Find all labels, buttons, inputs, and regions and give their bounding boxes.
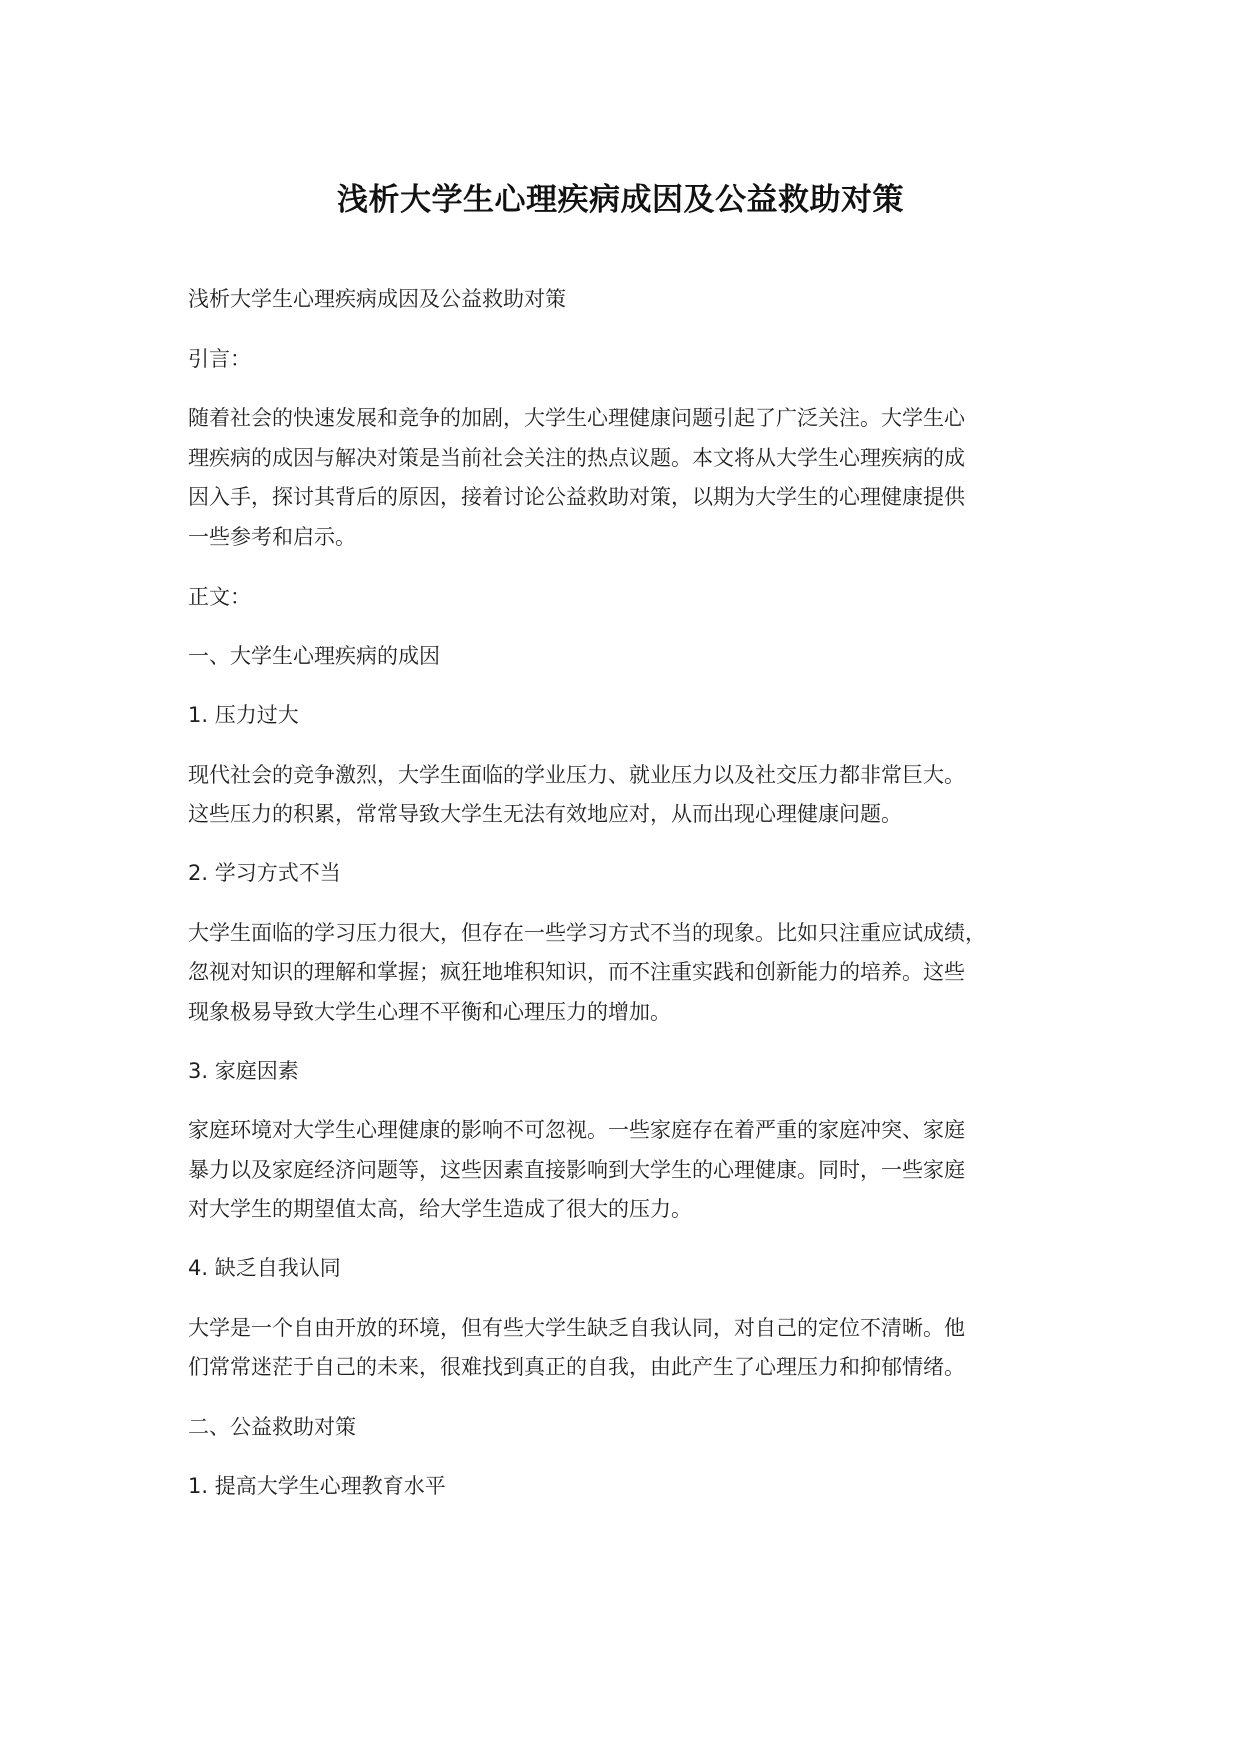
paragraph-line: 现象极易导致大学生心理不平衡和心理压力的增加。 xyxy=(188,1000,671,1024)
subsection-heading: 1. 提高大学生心理教育水平 xyxy=(188,1474,446,1498)
paragraph-line: 大学生面临的学习压力很大，但存在一些学习方式不当的现象。比如只注重应试成绩， xyxy=(188,921,986,945)
paragraph-line: 因入手，探讨其背后的原因，接着讨论公益救助对策，以期为大学生的心理健康提供 xyxy=(188,485,965,509)
section-label-intro: 引言： xyxy=(188,347,251,371)
paragraph-line: 对大学生的期望值太高，给大学生造成了很大的压力。 xyxy=(188,1197,692,1221)
section-heading: 一、大学生心理疾病的成因 xyxy=(188,644,440,668)
paragraph-line: 随着社会的快速发展和竞争的加剧，大学生心理健康问题引起了广泛关注。大学生心 xyxy=(188,406,965,430)
paragraph-line: 现代社会的竞争激烈，大学生面临的学业压力、就业压力以及社交压力都非常巨大。 xyxy=(188,763,965,787)
subtitle-line: 浅析大学生心理疾病成因及公益救助对策 xyxy=(188,287,566,311)
document-title: 浅析大学生心理疾病成因及公益救助对策 xyxy=(337,182,904,218)
subsection-heading: 4. 缺乏自我认同 xyxy=(188,1256,341,1280)
subsection-heading: 1. 压力过大 xyxy=(188,703,299,727)
paragraph-line: 忽视对知识的理解和掌握；疯狂地堆积知识，而不注重实践和创新能力的培养。这些 xyxy=(188,960,965,984)
paragraph-line: 理疾病的成因与解决对策是当前社会关注的热点议题。本文将从大学生心理疾病的成 xyxy=(188,446,965,470)
paragraph-line: 一些参考和启示。 xyxy=(188,525,356,549)
section-heading: 二、公益救助对策 xyxy=(188,1415,356,1439)
subsection-heading: 3. 家庭因素 xyxy=(188,1059,299,1083)
paragraph-line: 大学是一个自由开放的环境，但有些大学生缺乏自我认同，对自己的定位不清晰。他 xyxy=(188,1316,965,1340)
paragraph-line: 暴力以及家庭经济问题等，这些因素直接影响到大学生的心理健康。同时，一些家庭 xyxy=(188,1158,965,1182)
subsection-heading: 2. 学习方式不当 xyxy=(188,861,341,885)
paragraph-line: 家庭环境对大学生心理健康的影响不可忽视。一些家庭存在着严重的家庭冲突、家庭 xyxy=(188,1118,965,1142)
section-label-body: 正文： xyxy=(188,585,251,609)
paragraph-line: 这些压力的积累，常常导致大学生无法有效地应对，从而出现心理健康问题。 xyxy=(188,802,902,826)
paragraph-line: 们常常迷茫于自己的未来，很难找到真正的自我，由此产生了心理压力和抑郁情绪。 xyxy=(188,1355,965,1379)
